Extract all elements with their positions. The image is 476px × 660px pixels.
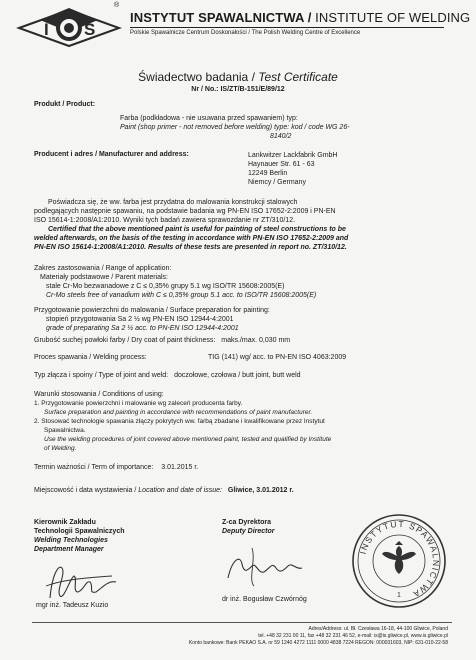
certificate-number xyxy=(0,86,476,93)
producer-name: Lankwitzer Lackfabrik GmbH xyxy=(248,152,338,159)
footer-address: Adres/Address: ul. Bł. Czesława 16-18, 44-100 Gliwice, Poland xyxy=(308,626,448,632)
surface-label: Przygotowanie powierzchni do malowania / Surface preparation for painting: xyxy=(34,307,270,314)
org-name-sep: / xyxy=(307,10,312,25)
conditions-section xyxy=(34,390,454,453)
logo-letter-s: S xyxy=(84,20,96,39)
org-name xyxy=(130,10,470,25)
thickness-label: Grubość suchej powłoki farby / Dry coat of paint thickness: xyxy=(34,337,216,344)
issue-label-en: Location and date of issue: xyxy=(138,487,222,494)
issue-row xyxy=(34,487,294,494)
left-signature xyxy=(42,556,132,606)
right-signatory-title xyxy=(222,518,275,536)
org-name-pl: INSTYTUT SPAWALNICTWA xyxy=(130,10,304,25)
statement-en-line-3: PN-EN ISO 15614-1:2008/A1:2010. Results of these tests are presented in report no. ZT/310/12. xyxy=(34,244,347,251)
stamp-number: 1 xyxy=(397,592,401,599)
issue-value: Gliwice, 3.01.2012 r. xyxy=(227,487,294,494)
surface-section xyxy=(34,306,454,333)
issue-label-pl: Miejscowość i data wystawienia / xyxy=(34,487,137,494)
materials-line-en: Cr-Mo steels free of vanadium with C ≤ 0,35% group 5.1 acc. to ISO/TR 15608:2005(E) xyxy=(46,292,317,299)
statement-pl-line-2: podlegających następnie spawaniu, na podstawie badania wg PN-EN ISO 17652-2:2009 i PN-EN xyxy=(34,208,336,215)
materials-label: Materiały podstawowe / Parent materials: xyxy=(40,274,168,281)
statement-pl xyxy=(34,198,454,225)
process-value: TIG (141) wg/ acc. to PN-EN ISO 4063:2009 xyxy=(208,354,347,361)
product-description xyxy=(120,114,450,141)
producer-street: Haynauer Str. 61 - 63 xyxy=(248,161,315,168)
surface-line-en: grade of preparating Sa 2 ½ acc. to PN-EN ISO 12944-4:2001 xyxy=(46,325,239,332)
logo-letter-i: I xyxy=(44,20,49,39)
left-title-en-1: Welding Technologies xyxy=(34,537,108,544)
left-title-pl-2: Technologii Spawalniczych xyxy=(34,528,125,535)
joint-label: Typ złącza i spoiny / Type of joint and weld: xyxy=(34,372,169,379)
header-divider xyxy=(130,27,444,28)
left-title-pl-1: Kierownik Zakładu xyxy=(34,519,96,526)
footer-contact: tel. +48 32 231 00 11, fax +48 32 231 46 52, e-mail: is@is.gliwice.pl, www.is.gliwice.pl xyxy=(258,633,448,639)
validity-label: Termin ważności / Term of importance: xyxy=(34,464,154,471)
condition-2-en: Use the welding procedures of joint covered above mentioned paint, tested and qualified by Institute xyxy=(44,436,332,443)
validity-row xyxy=(34,464,198,471)
materials-line-pl: stale Cr-Mo bezwanadowe z C ≤ 0,35% grupy 5.1 wg ISO/TR 15608:2005(E) xyxy=(46,283,285,290)
statement-en-line-2: welded afterwards, on the basis of the testing in accordance with PN-EN ISO 17652-2:2009 and xyxy=(34,235,349,242)
footer-divider xyxy=(32,622,452,623)
application-section xyxy=(34,264,454,300)
condition-2-pl-cont: Spawalnictwa. xyxy=(44,427,86,434)
left-signatory-name: mgr inż. Tadeusz Kuzio xyxy=(36,602,109,609)
product-line-pl: Farba (podkładowa - nie usuwana przed spawaniem) typ: xyxy=(120,115,298,122)
footer xyxy=(0,626,448,647)
right-title-pl: Z-ca Dyrektora xyxy=(222,519,272,526)
registered-mark: ® xyxy=(114,2,120,9)
producer-city: 12249 Berlin xyxy=(248,170,288,177)
right-signature xyxy=(222,540,312,590)
right-title-en: Deputy Director xyxy=(222,528,275,535)
certificate-title xyxy=(0,70,476,84)
condition-2-en-cont: of Welding. xyxy=(44,445,77,452)
left-title-en-2: Department Manager xyxy=(34,546,104,553)
stamp-text: INSTYTUT SPAWALNICTWA xyxy=(357,518,442,600)
number-value: IS/ZT/B-151/E/89/12 xyxy=(220,86,285,93)
conditions-label: Warunki stosowania / Conditions of using: xyxy=(34,391,164,398)
institute-logo xyxy=(14,6,124,50)
condition-2-pl: 2. Stosować technologie spawania złączy pokrytych ww. farbą zbadane i kwalifikowane przez Instytut xyxy=(34,418,325,425)
surface-line-pl: stopień przygotowania Sa 2 ½ wg PN-EN ISO 12944-4:2001 xyxy=(46,316,234,323)
title-pl: Świadectwo badania / xyxy=(138,70,255,84)
thickness-row xyxy=(34,337,290,344)
producer-country: Niemcy / Germany xyxy=(248,179,306,186)
statement-en xyxy=(34,225,454,252)
number-label: Nr / No.: xyxy=(191,86,219,93)
title-en: Test Certificate xyxy=(258,70,338,84)
joint-row xyxy=(34,372,301,379)
statement-pl-line-1: Poświadcza się, że ww. farba jest przydatna do malowania konstrukcji stalowych xyxy=(48,199,298,206)
right-signatory-name: dr inż. Bogusław Czwórnóg xyxy=(222,596,307,603)
product-line-code: 8140/2 xyxy=(270,133,292,140)
process-label: Proces spawania / Welding process: xyxy=(34,354,147,361)
product-line-en: Paint (shop primer - not removed before welding) type: kod / code WG 26- xyxy=(120,124,350,131)
thickness-value: maks./max. 0,030 mm xyxy=(221,337,291,344)
product-label: Produkt / Product: xyxy=(34,101,96,108)
joint-value: doczołowe, czołowa / butt joint, butt weld xyxy=(174,372,301,379)
producer-label-text: Producent i adres / Manufacturer and address: xyxy=(34,151,189,158)
org-subtitle: Polskie Spawalnicze Centrum Doskonałości / The Polish Welding Centre of Excellence xyxy=(130,30,361,36)
producer-address xyxy=(248,151,337,187)
validity-value: 3.01.2015 r. xyxy=(161,464,199,471)
application-label: Zakres zastosowania / Range of application: xyxy=(34,265,172,272)
left-signatory-title xyxy=(34,518,125,554)
institute-stamp xyxy=(350,512,448,610)
condition-1-pl: 1. Przygotowanie powierzchni i malowanie wg zaleceń producenta farby. xyxy=(34,400,243,407)
statement-pl-line-3: ISO 15614-1:2008/A1:2010. Wyniki tych badań zawiera sprawozdanie nr ZT/310/12. xyxy=(34,217,296,224)
org-name-en: INSTITUTE OF WELDING xyxy=(315,10,471,25)
condition-1-en: Surface preparation and painting in accordance with recommendations of paint manufacturer. xyxy=(44,409,313,416)
statement-en-line-1: Certified that the above mentioned paint is useful for painting of steel constructions to be xyxy=(48,226,346,233)
footer-bank: Konto bankowe: Bank PEKAO S.A. nr 59 1240 4272 1111 0000 4838 7224 REGON: 000031603, NIP: 631-010-22-58 xyxy=(188,640,448,646)
